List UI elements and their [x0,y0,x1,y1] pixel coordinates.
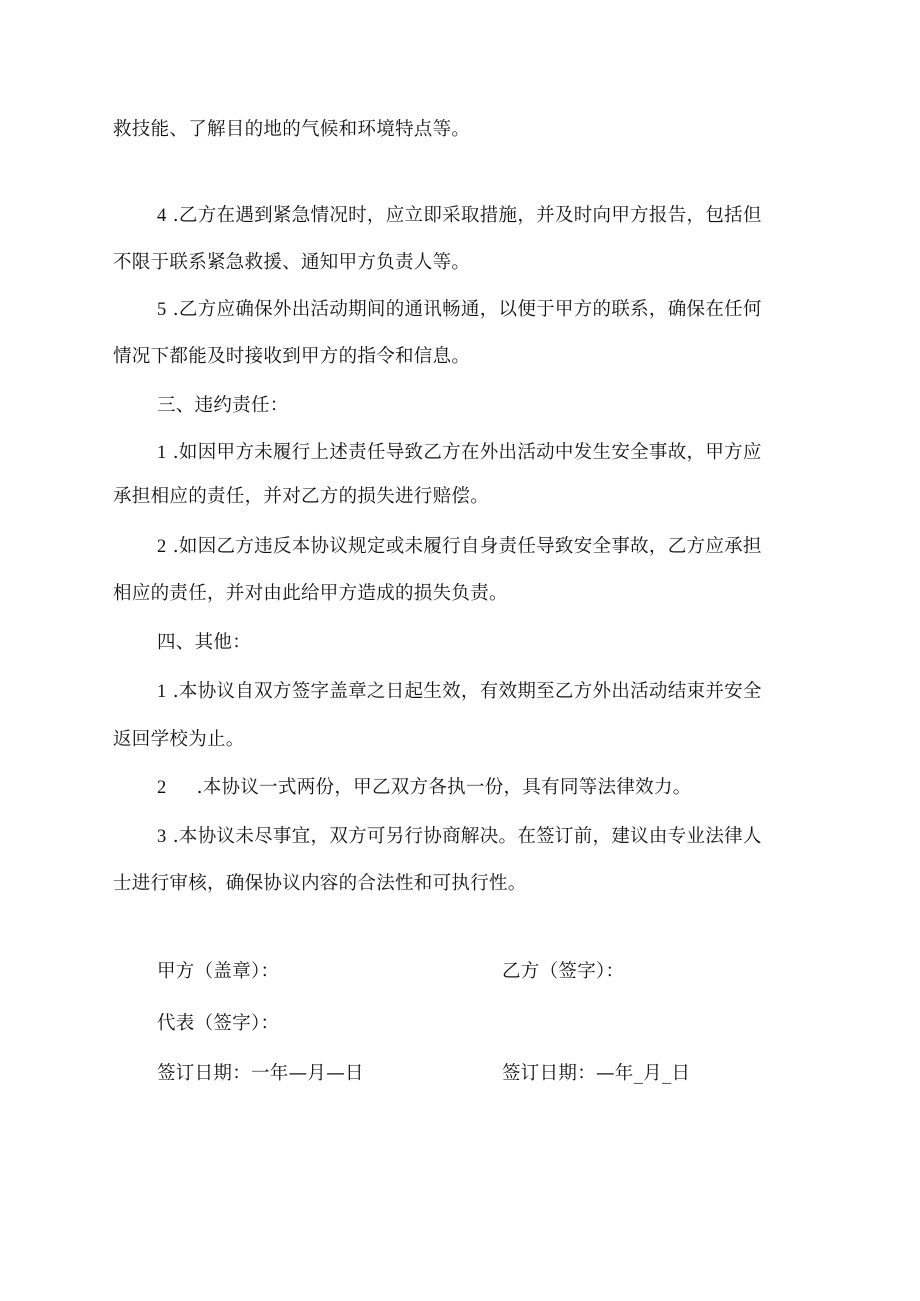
item-4-line-2: 不限于联系紧急救援、通知甲方负责人等。 [113,252,471,273]
item-number: 5 [157,300,167,320]
section-4-heading: 四、其他： [157,632,252,653]
section-4-item-2-line-1: 2 .本协议一式两份，甲乙双方各执一份，具有同等法律效力。 [157,777,692,798]
party-b-label: 乙方（签字）： [502,961,625,982]
item-number: 2 [157,537,167,557]
item-4-line-1: 4 .乙方在遇到紧急情况时，应立即采取措施，并及时向甲方报告，包括但 [157,205,762,226]
item-number: 3 [157,827,167,847]
section-3-item-2-line-1: 2 .如因乙方违反本协议规定或未履行自身责任导致安全事故，乙方应承担 [157,536,762,557]
section-3-item-1-line-1: 1 .如因甲方未履行上述责任导致乙方在外出活动中发生安全事故，甲方应 [157,442,762,463]
item-5-line-1: 5 .乙方应确保外出活动期间的通讯畅通，以便于甲方的联系，确保在任何 [157,299,762,320]
section-3-item-2-line-2: 相应的责任，并对由此给甲方造成的损失负责。 [113,583,508,604]
section-4-item-1-line-2: 返回学校为止。 [113,729,245,750]
party-a-label: 甲方（盖章）： [157,961,280,982]
item-number: 2 [157,778,167,798]
section-3-heading: 三、违约责任： [157,395,289,416]
item-number: 1 [157,443,167,463]
item-number: 4 [157,206,167,226]
section-3-item-1-line-2: 承担相应的责任，并对乙方的损失进行赔偿。 [113,486,490,507]
item-number: 1 [157,682,167,702]
section-4-item-1-line-1: 1 .本协议自双方签字盖章之日起生效，有效期至乙方外出活动结束并安全 [157,681,762,702]
party-b-date: 签订日期：—年_月_日 [502,1063,691,1084]
section-4-item-3-line-1: 3 .本协议未尽事宜，双方可另行协商解决。在签订前，建议由专业法律人 [157,826,762,847]
item-5-line-2: 情况下都能及时接收到甲方的指令和信息。 [113,346,471,367]
paragraph-continuation: 救技能、了解目的地的气候和环境特点等。 [113,119,471,140]
representative-label: 代表（签字）： [157,1013,280,1034]
party-a-date: 签订日期：一年—月—日 [157,1063,364,1084]
section-4-item-3-line-2: 士进行审核，确保协议内容的合法性和可执行性。 [113,873,527,894]
